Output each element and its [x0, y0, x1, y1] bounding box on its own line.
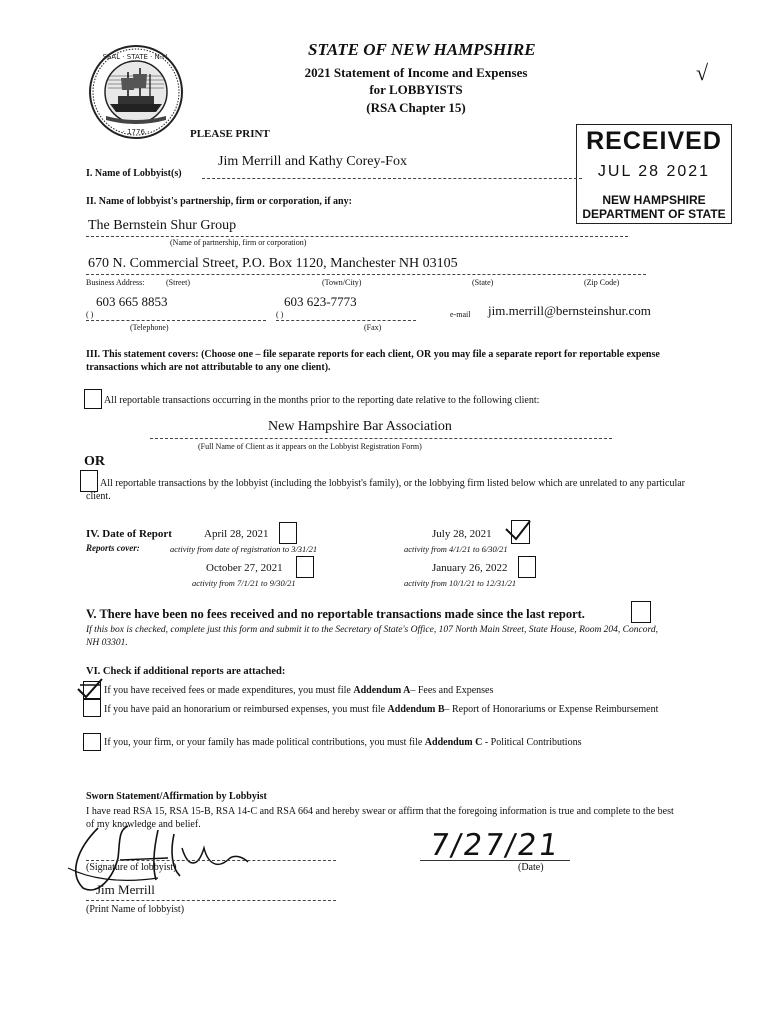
fax-paren: ( ): [276, 310, 284, 319]
addendum-a-checkbox[interactable]: [83, 681, 101, 699]
client-specific-label: All reportable transactions occurring in the months prior to the reporting date relative to the following client:: [104, 395, 540, 406]
telephone-paren: ( ): [86, 310, 94, 319]
addendum-a-suffix: – Fees and Expenses: [410, 685, 494, 696]
addendum-c-bold: Addendum C: [424, 737, 483, 748]
report-date-july-activity: activity from 4/1/21 to 6/30/21: [404, 544, 508, 554]
addendum-b-label: [86, 703, 676, 716]
fax-caption: (Fax): [364, 323, 382, 332]
lobbyist-name-value[interactable]: Jim Merrill and Kathy Corey-Fox: [218, 154, 407, 169]
handwritten-date: 7/27/21: [427, 828, 563, 863]
telephone-value[interactable]: 603 665 8853: [96, 294, 168, 309]
report-date-january: January 26, 2022: [432, 562, 508, 574]
business-address-value[interactable]: 670 N. Commercial Street, P.O. Box 1120, Manchester NH 03105: [88, 256, 458, 271]
reports-cover-label: Reports cover:: [86, 543, 140, 553]
business-address-label: Business Address:: [86, 278, 145, 287]
stamp-date: JUL 28 2021: [597, 163, 711, 180]
signature-caption: (Signature of lobbyist): [86, 862, 177, 873]
addendum-c-checkbox[interactable]: [83, 733, 101, 751]
report-date-july-checkbox[interactable]: [511, 520, 530, 544]
lobbyist-name-label: I. Name of Lobbyist(s): [86, 168, 182, 179]
addendum-c-suffix: - Political Contributions: [482, 737, 582, 748]
report-date-january-activity: activity from 10/1/21 to 12/31/21: [404, 578, 517, 588]
firm-caption: (Name of partnership, firm or corporation): [170, 238, 307, 247]
client-name-caption: (Full Name of Client as it appears on the Lobbyist Registration Form): [198, 442, 422, 451]
addendum-b-suffix: – Report of Honorariums or Expense Reimbursement: [444, 704, 659, 715]
state-caption: (State): [472, 278, 494, 287]
report-date-april: April 28, 2021: [204, 528, 269, 540]
form-subtitle-3: (RSA Chapter 15): [366, 100, 466, 115]
form-subtitle-2: for LOBBYISTS: [369, 82, 463, 97]
date-caption: (Date): [518, 862, 544, 873]
sworn-heading: Sworn Statement/Affirmation by Lobbyist: [86, 791, 267, 802]
form-title: STATE OF NEW HAMPSHIRE: [308, 40, 536, 59]
or-label: OR: [84, 454, 105, 469]
addendum-a-label: [104, 685, 493, 696]
print-name-value: Jim Merrill: [96, 882, 155, 897]
report-date-october: October 27, 2021: [206, 562, 283, 574]
sworn-text: I have read RSA 15, RSA 15-B, RSA 14-C and RSA 664 and hereby swear or affirm that the foregoing information is true and complete to the best of my knowledge and belief.: [86, 806, 674, 830]
stamp-received: RECEIVED: [586, 127, 722, 155]
addendum-b-text: If you have paid an honorarium or reimbursed expenses, you must file: [104, 704, 388, 715]
report-date-october-checkbox[interactable]: [296, 556, 314, 578]
svg-text:SEAL · STATE · N.H.: SEAL · STATE · N.H.: [102, 53, 170, 61]
state-seal: [88, 44, 184, 140]
handwritten-check-icon: [78, 679, 102, 699]
town-caption: (Town/City): [322, 278, 362, 287]
print-name-caption: (Print Name of lobbyist): [86, 904, 185, 915]
stamp-org-1: NEW HAMPSHIRE: [602, 193, 706, 207]
report-date-july: July 28, 2021: [432, 528, 492, 540]
report-date-april-activity: activity from date of registration to 3/31/21: [170, 544, 318, 554]
firm-value[interactable]: The Bernstein Shur Group: [88, 218, 237, 233]
report-date-october-activity: activity from 7/1/21 to 9/30/21: [192, 578, 296, 588]
form-subtitle: 2021 Statement of Income and Expenses: [304, 65, 528, 80]
section3-heading: III. This statement covers: (Choose one – file separate reports for each client, OR you may file a separate report for reportable expense transactions which are not attributable to any one client).: [86, 349, 660, 373]
lobbyist-signature: [58, 818, 288, 898]
firm-label: II. Name of lobbyist's partnership, firm or corporation, if any:: [86, 196, 352, 207]
report-date-january-checkbox[interactable]: [518, 556, 536, 578]
client-specific-checkbox[interactable]: [84, 389, 102, 409]
addendum-b-bold: Addendum B: [387, 704, 445, 715]
stamp-org-2: DEPARTMENT OF STATE: [582, 207, 726, 221]
zip-caption: (Zip Code): [584, 278, 620, 287]
date-of-report-label: IV. Date of Report: [86, 528, 172, 540]
handwritten-check-icon: [510, 519, 529, 543]
email-value[interactable]: jim.merrill@bernsteinshur.com: [488, 303, 651, 318]
report-date-april-checkbox[interactable]: [279, 522, 297, 544]
telephone-caption: (Telephone): [130, 323, 169, 332]
addendum-a-bold: Addendum A: [353, 685, 411, 696]
no-fees-checkbox[interactable]: [631, 601, 651, 623]
additional-reports-heading: VI. Check if additional reports are attached:: [86, 666, 286, 677]
email-label: e-mail: [450, 310, 471, 319]
client-name-value[interactable]: New Hampshire Bar Association: [268, 419, 452, 434]
unrelated-transactions-label: All reportable transactions by the lobbyist (including the lobbyist's family), or the lobbying firm listed below which are unrelated to any particular client.: [86, 478, 685, 502]
street-caption: (Street): [166, 278, 190, 287]
please-print-label: PLEASE PRINT: [190, 128, 270, 140]
addendum-a-text: If you have received fees or made expenditures, you must file: [104, 685, 354, 696]
no-fees-note: If this box is checked, complete just this form and submit it to the Secretary of State's Office, 107 North Main Street, State House, Room 204, Concord, NH 03301.: [86, 625, 658, 648]
no-fees-heading: V. There have been no fees received and no reportable transactions made since the last report.: [86, 607, 585, 621]
svg-text:· 1776 ·: · 1776 ·: [122, 128, 150, 136]
received-stamp: [576, 124, 732, 224]
fax-value[interactable]: 603 623-7773: [284, 294, 357, 309]
handwritten-check-mark: √: [696, 60, 709, 85]
addendum-c-label: [104, 737, 581, 748]
addendum-c-text: If you, your firm, or your family has made political contributions, you must file: [104, 737, 425, 748]
